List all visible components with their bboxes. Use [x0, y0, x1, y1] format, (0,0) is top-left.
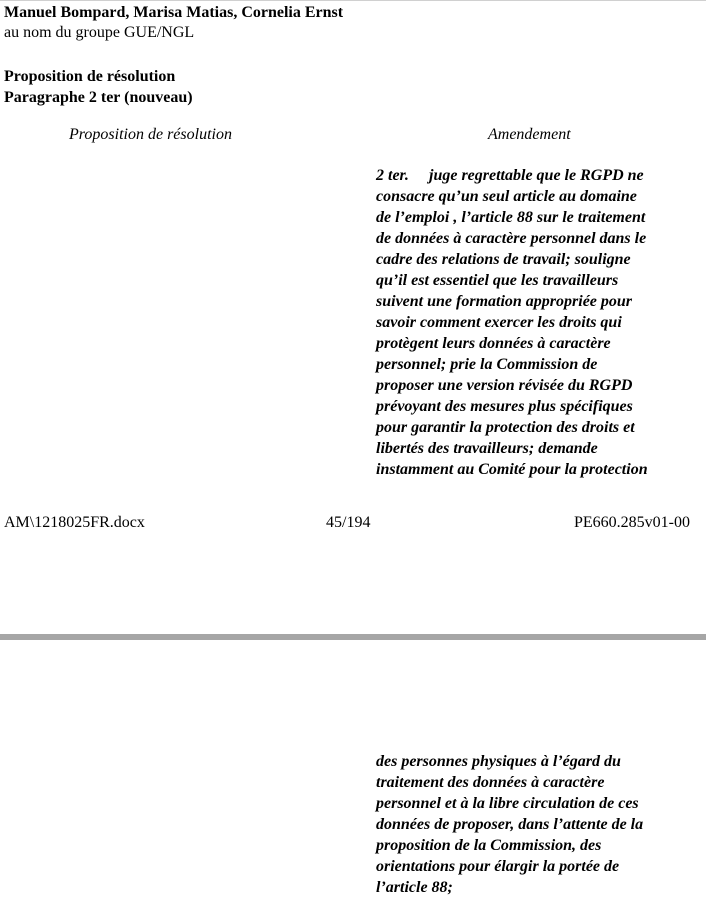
amendment-line-text: traitement des données à caractère: [376, 774, 605, 791]
amendment-line: [376, 793, 696, 814]
amendment-line-text: de données à caractère personnel dans le: [376, 230, 647, 247]
amendment-line: [376, 207, 696, 228]
amendment-line: [376, 772, 696, 793]
amendment-line: [376, 396, 696, 417]
amendment-line: [376, 312, 696, 333]
amendment-line-text: prévoyant des mesures plus spécifiques: [376, 398, 633, 415]
amendment-line: [376, 417, 696, 438]
amendment-line: [376, 333, 696, 354]
amendment-line-text: instamment au Comité pour la protection: [376, 461, 648, 478]
column-heading-proposal: Proposition de résolution: [69, 126, 232, 143]
amendment-line-text: données de proposer, dans l’attente de la: [376, 816, 644, 833]
footer-file-name: AM\1218025FR.docx: [4, 514, 145, 531]
amendment-line-text: libertés des travailleurs; demande: [376, 440, 598, 457]
political-group: au nom du groupe GUE/NGL: [4, 24, 195, 41]
amendment-line-text: proposer une version révisée du RGPD: [376, 377, 633, 394]
amendment-line: [376, 877, 696, 898]
amendment-line-text: des personnes physiques à l’égard du: [376, 753, 621, 770]
amendment-line-text: qu’il est essentiel que les travailleurs: [376, 272, 619, 289]
amendment-line: [376, 459, 696, 480]
amendment-line-text: proposition de la Commission, des: [376, 837, 602, 854]
document-page-2: [0, 640, 706, 907]
document-type: Proposition de résolution: [4, 68, 176, 85]
amendment-line: [376, 856, 696, 877]
amendment-line-text: orientations pour élargir la portée de: [376, 858, 620, 875]
paragraph-reference: Paragraphe 2 ter (nouveau): [4, 89, 193, 106]
amendment-line-text: personnel; prie la Commission de: [376, 356, 598, 373]
amendment-line: [376, 165, 696, 186]
amendment-line-text: savoir comment exercer les droits qui: [376, 314, 622, 331]
amendment-text-part-2: [376, 751, 696, 898]
amendment-line: [376, 375, 696, 396]
amendment-line-text: consacre qu’un seul article au domaine: [376, 188, 637, 205]
amendment-line: [376, 438, 696, 459]
amendment-line: [376, 814, 696, 835]
amendment-line-text: cadre des relations de travail; souligne: [376, 251, 631, 268]
amendment-line: [376, 291, 696, 312]
column-heading-amendment: Amendement: [488, 126, 571, 143]
amendment-number: 2 ter.: [376, 167, 409, 184]
amendment-line-text: pour garantir la protection des droits et: [376, 419, 635, 436]
amendment-line-text: de l’emploi , l’article 88 sur le traitement: [376, 209, 646, 226]
footer-page-number: 45/194: [326, 514, 371, 531]
amendment-text-part-1: [376, 165, 696, 480]
amendment-line: [376, 186, 696, 207]
amendment-line: [376, 270, 696, 291]
amendment-line: [376, 354, 696, 375]
amendment-line-text: protègent leurs données à caractère: [376, 335, 611, 352]
amendment-line: [376, 751, 696, 772]
footer-reference: PE660.285v01-00: [574, 514, 690, 531]
amendment-line: [376, 249, 696, 270]
amendment-line-text: juge regrettable que le RGPD ne: [429, 167, 644, 184]
amendment-line-text: personnel et à la libre circulation de ces: [376, 795, 639, 812]
amendment-line: [376, 228, 696, 249]
amendment-line-text: l’article 88;: [376, 879, 453, 896]
amendment-line: [376, 835, 696, 856]
amendment-line-text: suivent une formation appropriée pour: [376, 293, 633, 310]
authors: Manuel Bompard, Marisa Matias, Cornelia Ernst: [4, 4, 344, 21]
